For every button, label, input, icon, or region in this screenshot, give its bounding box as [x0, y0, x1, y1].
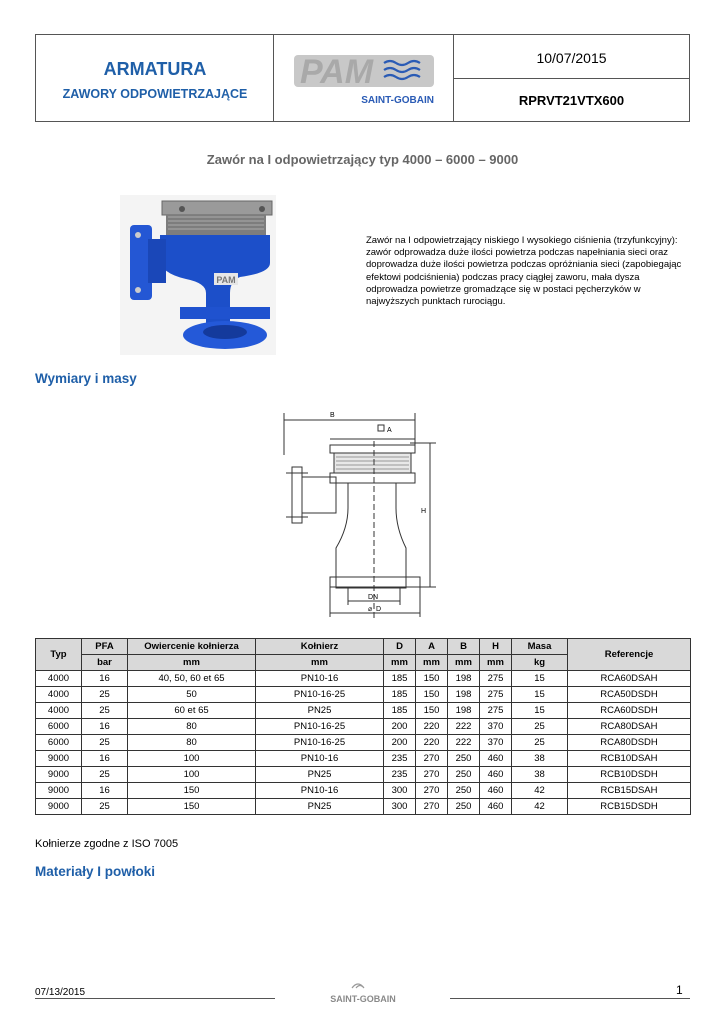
table-cell: 270 [416, 767, 448, 783]
logo-text: PAM [300, 53, 374, 91]
table-cell: 150 [416, 687, 448, 703]
table-cell: RCA60DSDH [568, 703, 691, 719]
table-cell: RCA80DSAH [568, 719, 691, 735]
table-cell: 25 [82, 799, 128, 815]
table-cell: 460 [480, 783, 512, 799]
col-header-typ: Typ [36, 639, 82, 671]
table-cell: 16 [82, 719, 128, 735]
table-cell: 25 [82, 703, 128, 719]
table-cell: RCB10DSAH [568, 751, 691, 767]
table-cell: RCA80DSDH [568, 735, 691, 751]
table-cell: 460 [480, 799, 512, 815]
unit-pfa: bar [82, 655, 128, 671]
table-cell: 40, 50, 60 et 65 [128, 671, 256, 687]
footer-rule-left [35, 998, 275, 999]
unit-a: mm [416, 655, 448, 671]
table-cell: RCA60DSAH [568, 671, 691, 687]
col-header-a: A [416, 639, 448, 655]
spec-table-body [36, 671, 691, 815]
table-cell: 275 [480, 687, 512, 703]
unit-owiercenie: mm [128, 655, 256, 671]
unit-masa: kg [512, 655, 568, 671]
header-reference: RPRVT21VTX600 [518, 93, 625, 108]
table-cell: 270 [416, 783, 448, 799]
drawing-label-a: A [387, 427, 392, 434]
table-cell: 25 [82, 687, 128, 703]
col-header-pfa: PFA [82, 639, 128, 655]
table-cell: 300 [384, 783, 416, 799]
table-cell: 15 [512, 703, 568, 719]
table-cell: 25 [512, 719, 568, 735]
table-cell: 222 [448, 735, 480, 751]
table-row [36, 799, 691, 815]
table-cell: 270 [416, 751, 448, 767]
table-cell: 150 [416, 703, 448, 719]
table-cell: 50 [128, 687, 256, 703]
technical-drawing [270, 405, 450, 625]
drawing-label-d: D [376, 606, 382, 613]
table-cell: 100 [128, 767, 256, 783]
table-row [36, 735, 691, 751]
table-cell: RCB15DSAH [568, 783, 691, 799]
header-divider [454, 78, 689, 79]
table-cell: 460 [480, 767, 512, 783]
table-cell: 220 [416, 735, 448, 751]
table-cell: 200 [384, 735, 416, 751]
table-cell: 250 [448, 783, 480, 799]
header-title: ARMATURA [103, 59, 207, 79]
col-header-referencje: Referencje [568, 639, 691, 671]
header-date: 10/07/2015 [536, 50, 607, 66]
table-cell: 200 [384, 719, 416, 735]
table-cell: PN25 [256, 799, 384, 815]
table-cell: 80 [128, 719, 256, 735]
table-cell: 15 [512, 687, 568, 703]
table-cell: 300 [384, 799, 416, 815]
table-cell: 9000 [36, 799, 82, 815]
page-number: 1 [676, 983, 683, 997]
table-cell: RCB10DSDH [568, 767, 691, 783]
table-row [36, 671, 691, 687]
table-cell: PN25 [256, 703, 384, 719]
table-cell: 198 [448, 671, 480, 687]
table-cell: 185 [384, 687, 416, 703]
header-logo-cell [274, 35, 454, 121]
table-cell: 16 [82, 783, 128, 799]
table-cell: 100 [128, 751, 256, 767]
table-cell: 16 [82, 671, 128, 687]
table-cell: 25 [512, 735, 568, 751]
pam-logo [288, 51, 440, 107]
table-cell: PN10-16-25 [256, 687, 384, 703]
table-cell: 235 [384, 767, 416, 783]
footer-rule-right [450, 998, 690, 999]
table-cell: 4000 [36, 671, 82, 687]
table-cell: 38 [512, 751, 568, 767]
logo-subtext: SAINT-GOBAIN [361, 95, 434, 106]
unit-b: mm [448, 655, 480, 671]
table-cell: PN10-16 [256, 751, 384, 767]
table-row [36, 767, 691, 783]
table-cell: 150 [128, 799, 256, 815]
table-cell: 270 [416, 799, 448, 815]
col-header-kolnierz: Kołnierz [256, 639, 384, 655]
table-cell: RCB15DSDH [568, 799, 691, 815]
table-cell: 80 [128, 735, 256, 751]
iso-note: Kołnierze zgodne z ISO 7005 [35, 838, 179, 850]
table-cell: 460 [480, 751, 512, 767]
col-header-owiercenie: Owiercenie kołnierza [128, 639, 256, 655]
table-cell: 220 [416, 719, 448, 735]
table-cell: 370 [480, 735, 512, 751]
table-row [36, 719, 691, 735]
table-cell: 15 [512, 671, 568, 687]
table-row [36, 783, 691, 799]
footer-date: 07/13/2015 [35, 987, 86, 998]
table-cell: 60 et 65 [128, 703, 256, 719]
col-header-b: B [448, 639, 480, 655]
table-cell: 185 [384, 703, 416, 719]
table-cell: 25 [82, 735, 128, 751]
table-cell: 185 [384, 671, 416, 687]
header-meta-cell [454, 35, 689, 121]
table-cell: 198 [448, 687, 480, 703]
unit-d: mm [384, 655, 416, 671]
footer-logo-text: SAINT-GOBAIN [330, 994, 396, 1004]
drawing-label-b: B [330, 412, 335, 419]
table-cell: 150 [128, 783, 256, 799]
table-row [36, 687, 691, 703]
col-header-masa: Masa [512, 639, 568, 655]
document-title: Zawór na I odpowietrzający typ 4000 – 6000 – 9000 [206, 152, 519, 167]
table-cell: 9000 [36, 783, 82, 799]
table-cell: 38 [512, 767, 568, 783]
col-header-d: D [384, 639, 416, 655]
drawing-label-h: H [421, 508, 427, 515]
table-cell: 222 [448, 719, 480, 735]
table-cell: 25 [82, 767, 128, 783]
drawing-label-dn: DN [368, 594, 379, 601]
table-cell: 42 [512, 783, 568, 799]
header-title-cell [36, 35, 274, 121]
table-cell: 9000 [36, 767, 82, 783]
spec-table [35, 638, 691, 815]
table-cell: PN25 [256, 767, 384, 783]
unit-kolnierz: mm [256, 655, 384, 671]
table-cell: 4000 [36, 703, 82, 719]
table-cell: 42 [512, 799, 568, 815]
table-row [36, 703, 691, 719]
table-cell: 9000 [36, 751, 82, 767]
header-subtitle: ZAWORY ODPOWIETRZAJĄCE [62, 87, 248, 101]
table-cell: PN10-16-25 [256, 719, 384, 735]
valve-photo [120, 195, 276, 355]
table-cell: 198 [448, 703, 480, 719]
section-materials-heading: Materiały I powłoki [35, 864, 156, 879]
col-header-h: H [480, 639, 512, 655]
table-cell: 275 [480, 703, 512, 719]
table-cell: 16 [82, 751, 128, 767]
table-cell: 370 [480, 719, 512, 735]
section-dimensions-heading: Wymiary i masy [35, 371, 137, 386]
document-header [35, 34, 690, 122]
table-cell: 250 [448, 799, 480, 815]
table-row [36, 751, 691, 767]
unit-h: mm [480, 655, 512, 671]
table-cell: PN10-16 [256, 783, 384, 799]
table-cell: 275 [480, 671, 512, 687]
table-cell: RCA50DSDH [568, 687, 691, 703]
table-cell: 4000 [36, 687, 82, 703]
product-description: Zawór na I odpowietrzający niskiego I wysokiego ciśnienia (trzyfunkcyjny): zawór odprowadza duże ilości powietrza podczas napełniania sieci oraz doprowadza duże ilości powietrza podczas opróżniania sieci (zapobiegając efektowi podciśnienia) podczas pracy ciągłej zaworu, mała dysza odprowadza powietrze gromadzące się w postaci pęcherzyków w najwyższych punktach rurociągu. [366, 235, 682, 308]
photo-logo: PAM [216, 275, 236, 285]
footer-saint-gobain-logo [322, 978, 404, 1006]
table-cell: 150 [416, 671, 448, 687]
table-cell: 6000 [36, 719, 82, 735]
table-cell: 235 [384, 751, 416, 767]
table-cell: PN10-16 [256, 671, 384, 687]
table-cell: 250 [448, 751, 480, 767]
table-cell: 250 [448, 767, 480, 783]
table-cell: PN10-16-25 [256, 735, 384, 751]
svg-text:⌀: ⌀ [368, 606, 373, 613]
table-cell: 6000 [36, 735, 82, 751]
